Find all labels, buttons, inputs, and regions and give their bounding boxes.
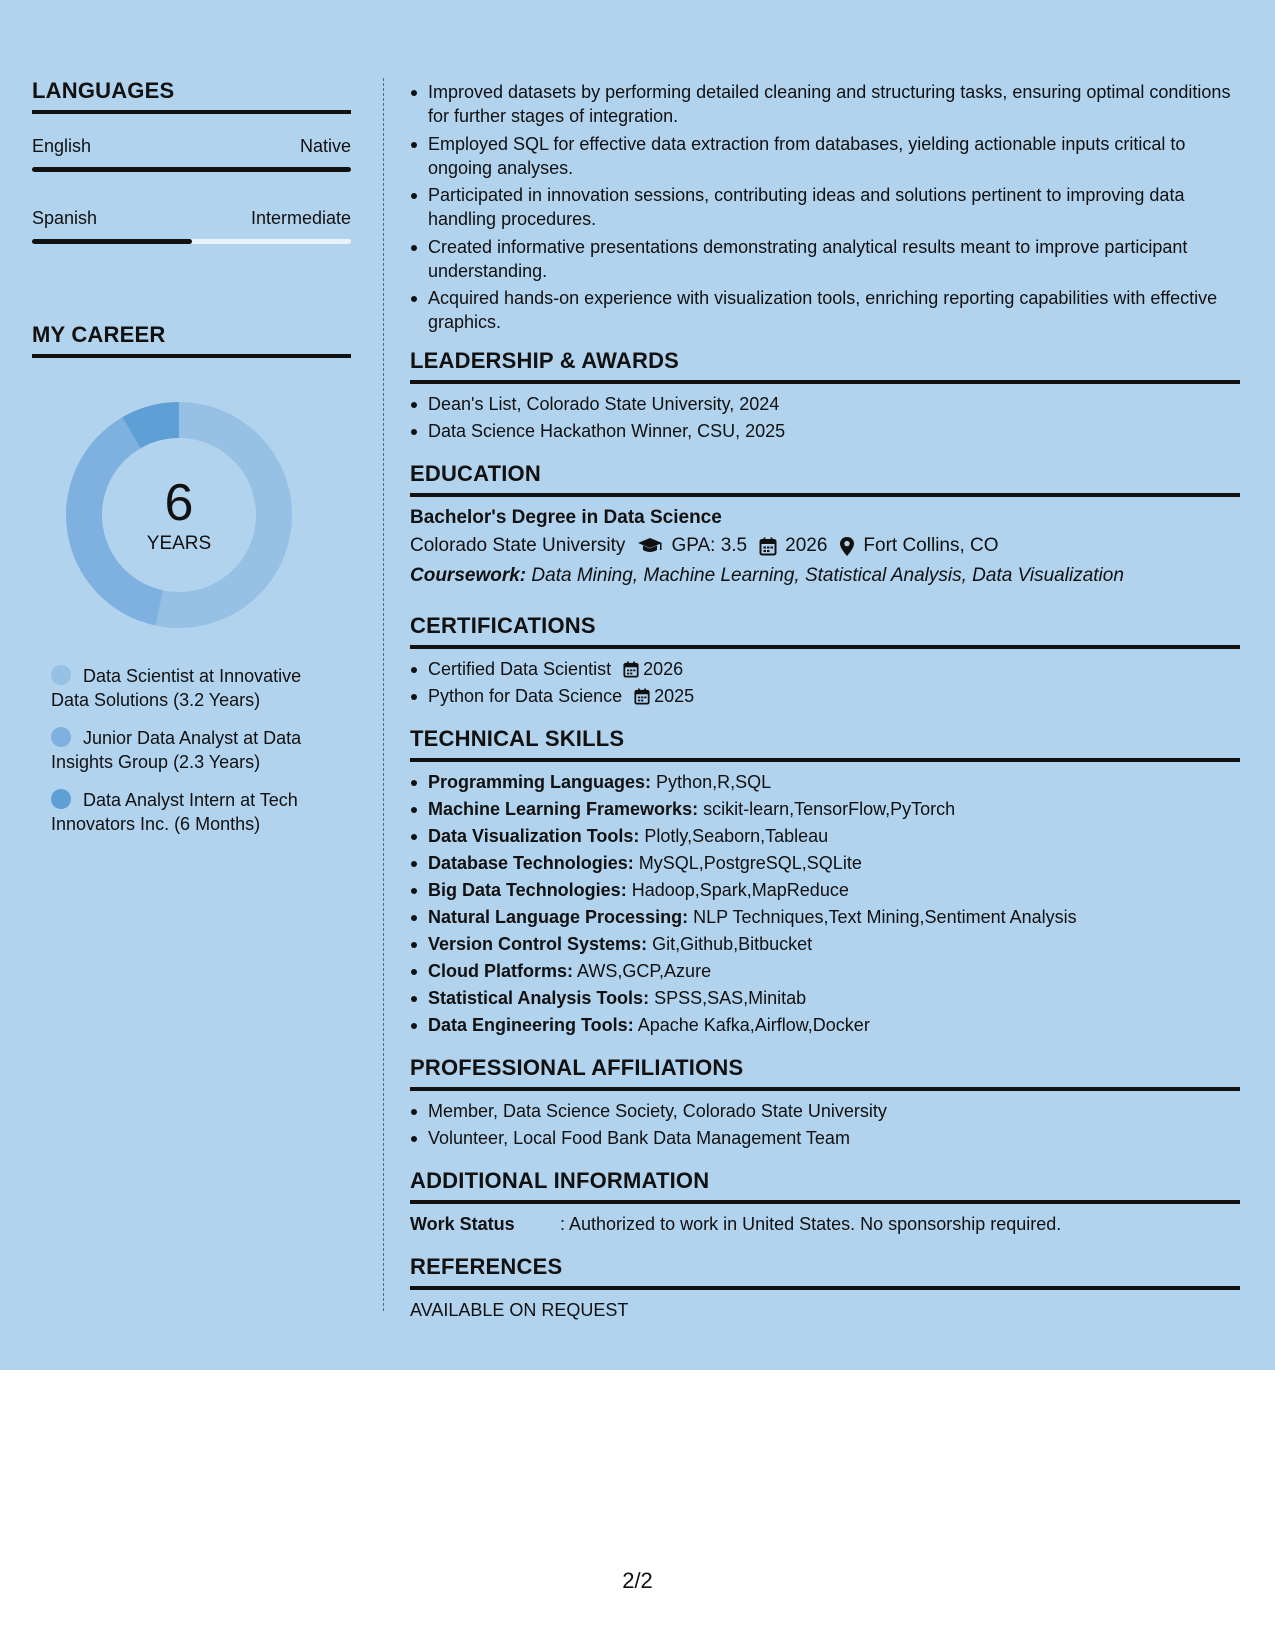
skill-item (410, 797, 1240, 821)
technical-skills-heading: TECHNICAL SKILLS (410, 726, 1240, 762)
location-pin-icon (839, 536, 855, 557)
graduation-cap-icon (637, 537, 663, 555)
calendar-icon (634, 688, 650, 705)
skill-value: scikit-learn,TensorFlow,PyTorch (703, 799, 956, 819)
list-item: Dean's List, Colorado State University, 2024 (410, 392, 1240, 416)
language-level: Native (299, 136, 351, 156)
certifications-heading: CERTIFICATIONS (410, 613, 1240, 649)
skill-label: Cloud Platforms: (428, 961, 574, 981)
skill-value: MySQL,PostgreSQL,SQLite (638, 853, 862, 873)
skill-label: Natural Language Processing: (428, 907, 689, 927)
coursework-label: Coursework: (410, 565, 527, 586)
affiliations-heading: PROFESSIONAL AFFILIATIONS (410, 1055, 1240, 1091)
list-item (410, 657, 1240, 681)
references-text: AVAILABLE ON REQUEST (410, 1300, 629, 1320)
skill-value: SPSS,SAS,Minitab (654, 988, 807, 1008)
education-heading: EDUCATION (410, 461, 1240, 497)
skill-label: Version Control Systems: (428, 934, 648, 954)
languages-heading: LANGUAGES (32, 78, 351, 114)
education-entry (410, 505, 1240, 591)
skill-item (410, 986, 1240, 1010)
career-total-unit: YEARS (146, 533, 212, 554)
donut-center (66, 402, 292, 628)
skill-value: Plotly,Seaborn,Tableau (644, 826, 829, 846)
language-proficiency-fill (32, 239, 192, 244)
language-entry (32, 136, 351, 172)
skill-item (410, 878, 1240, 902)
list-item: Participated in innovation sessions, contributing ideas and solutions pertinent to improving data handling procedures. (410, 183, 1240, 231)
language-name: English (32, 136, 92, 156)
skill-label: Programming Languages: (428, 772, 652, 792)
work-status-label: Work Status (410, 1214, 515, 1234)
career-donut-chart (66, 402, 292, 628)
skill-value: Git,Github,Bitbucket (652, 934, 813, 954)
legend-dot-icon (51, 789, 71, 809)
skill-item (410, 905, 1240, 929)
legend-item (51, 788, 321, 836)
legend-label: Junior Data Analyst at Data Insights Group (2.3 Years) (51, 728, 302, 772)
school-location: Fort Collins, CO (863, 535, 999, 556)
language-proficiency-bar (32, 239, 351, 244)
list-item: Data Science Hackathon Winner, CSU, 2025 (410, 419, 1240, 443)
work-status-row (410, 1212, 1240, 1236)
coursework-line (410, 561, 1240, 591)
career-heading: MY CAREER (32, 322, 351, 358)
skill-label: Database Technologies: (428, 853, 634, 873)
additional-info-heading: ADDITIONAL INFORMATION (410, 1168, 1240, 1204)
certifications-list (410, 657, 1240, 708)
legend-label: Data Analyst Intern at Tech Innovators Inc. (6 Months) (51, 790, 298, 834)
skill-item (410, 1013, 1240, 1037)
leadership-list (410, 392, 1240, 443)
graduation-year: 2026 (785, 535, 828, 556)
skill-label: Statistical Analysis Tools: (428, 988, 650, 1008)
list-item: Created informative presentations demonstrating analytical results meant to improve participant understanding. (410, 235, 1240, 283)
references-heading: REFERENCES (410, 1254, 1240, 1290)
skill-value: Python,R,SQL (656, 772, 772, 792)
legend-dot-icon (51, 727, 71, 747)
left-column (32, 78, 351, 850)
language-level: Intermediate (250, 208, 351, 228)
experience-bullets (410, 80, 1240, 334)
leadership-heading: LEADERSHIP & AWARDS (410, 348, 1240, 384)
language-proficiency-bar (32, 167, 351, 172)
legend-dot-icon (51, 665, 71, 685)
certification-name: Certified Data Scientist (428, 659, 612, 679)
list-item: Improved datasets by performing detailed cleaning and structuring tasks, ensuring optimal conditions for further stages of integration. (410, 80, 1240, 128)
column-divider (383, 78, 384, 1311)
language-name: Spanish (32, 208, 98, 228)
skill-value: AWS,GCP,Azure (577, 961, 712, 981)
skill-item (410, 770, 1240, 794)
affiliations-list (410, 1099, 1240, 1150)
list-item: Employed SQL for effective data extraction from databases, yielding actionable inputs critical to ongoing analyses. (410, 132, 1240, 180)
skill-label: Data Visualization Tools: (428, 826, 640, 846)
page-number: 2/2 (622, 1568, 653, 1593)
career-total-years: 6 (164, 474, 194, 532)
career-legend (51, 664, 321, 836)
legend-label: Data Scientist at Innovative Data Solutions (3.2 Years) (51, 666, 302, 710)
gpa: GPA: 3.5 (671, 535, 748, 556)
list-item (410, 684, 1240, 708)
skill-label: Machine Learning Frameworks: (428, 799, 699, 819)
right-column (410, 80, 1240, 1322)
legend-item (51, 726, 321, 774)
list-item: Volunteer, Local Food Bank Data Management Team (410, 1126, 1240, 1150)
skill-value: Apache Kafka,Airflow,Docker (637, 1015, 870, 1035)
skills-list (410, 770, 1240, 1037)
skill-label: Data Engineering Tools: (428, 1015, 634, 1035)
certification-name: Python for Data Science (428, 686, 623, 706)
calendar-icon (759, 537, 777, 556)
legend-item (51, 664, 321, 712)
school-name: Colorado State University (410, 535, 626, 556)
degree-title: Bachelor's Degree in Data Science (410, 507, 722, 528)
language-proficiency-fill (32, 167, 351, 172)
certification-year: 2025 (654, 686, 695, 706)
skill-item (410, 932, 1240, 956)
skill-item (410, 959, 1240, 983)
skill-label: Big Data Technologies: (428, 880, 627, 900)
list-item: Member, Data Science Society, Colorado State University (410, 1099, 1240, 1123)
language-entry (32, 208, 351, 244)
school-line (410, 531, 1240, 561)
calendar-icon (623, 661, 639, 678)
skill-item (410, 824, 1240, 848)
skill-item (410, 851, 1240, 875)
coursework-value: Data Mining, Machine Learning, Statistical Analysis, Data Visualization (531, 565, 1124, 586)
skill-value: Hadoop,Spark,MapReduce (631, 880, 849, 900)
skill-value: NLP Techniques,Text Mining,Sentiment Analysis (693, 907, 1077, 927)
list-item: Acquired hands-on experience with visualization tools, enriching reporting capabilities with effective graphics. (410, 286, 1240, 334)
certification-year: 2026 (643, 659, 684, 679)
work-status-value: : Authorized to work in United States. No sponsorship required. (560, 1214, 1062, 1234)
